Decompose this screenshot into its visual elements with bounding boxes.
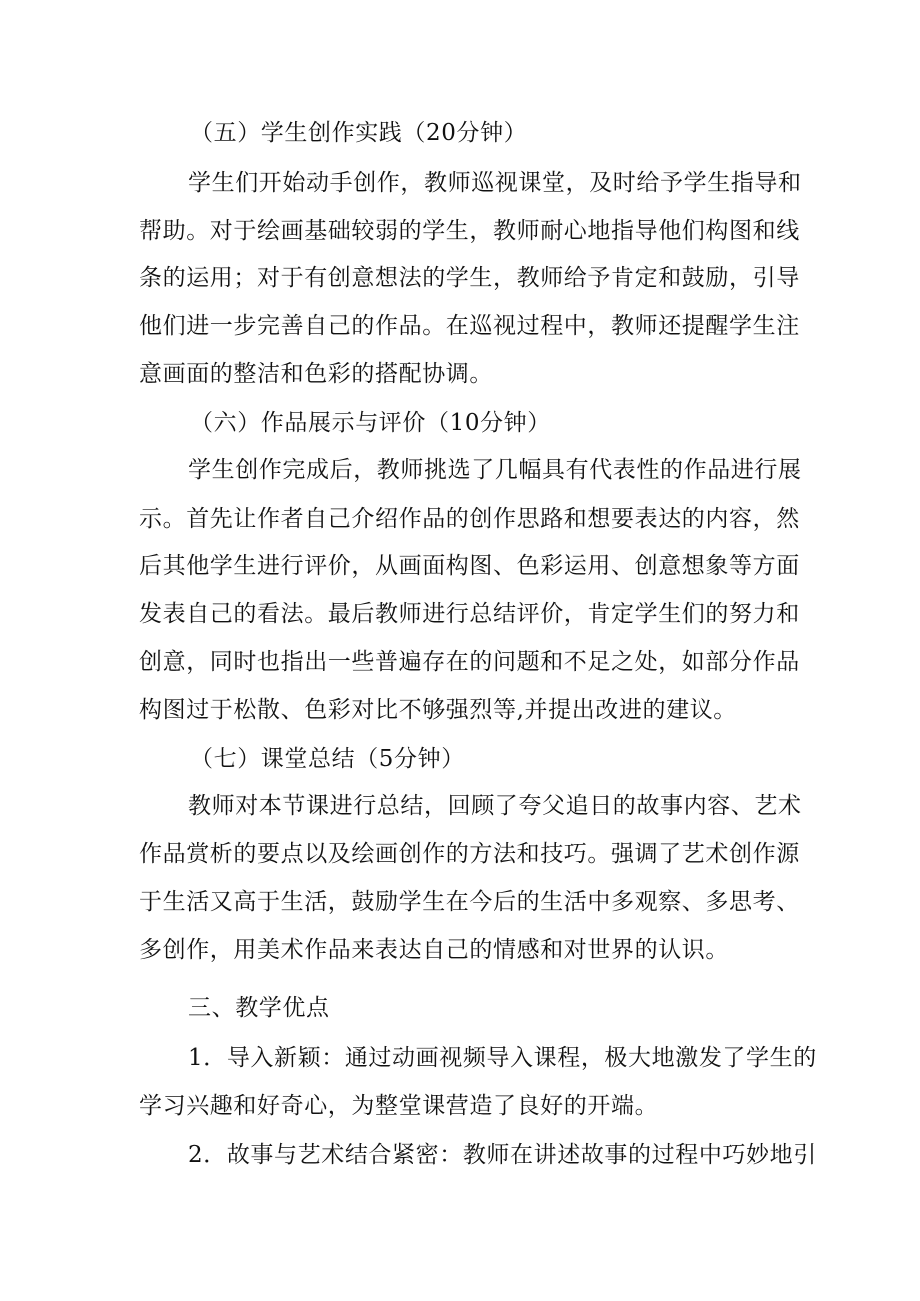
paragraph-line: 教师对本节课进行总结，回顾了夸父追日的故事内容、艺术 [188, 793, 802, 819]
paragraph-line: 构图过于松散、色彩对比不够强烈等,并提出改进的建议。 [139, 697, 737, 723]
paragraph-line: 示。首先让作者自己介绍作品的创作思路和想要表达的内容，然 [139, 506, 800, 532]
paragraph-line: 学生们开始动手创作，教师巡视课堂，及时给予学生指导和 [188, 170, 802, 196]
paragraph-line: 条的运用；对于有创意想法的学生，教师给予肯定和鼓励，引导 [139, 265, 800, 291]
list-item-1-line: 1．导入新颖：通过动画视频导入课程，极大地激发了学生的 [188, 1045, 817, 1071]
paragraph-line: 多创作，用美术作品来表达自己的情感和对世界的认识。 [139, 937, 729, 963]
paragraph-line: 学生创作完成后，教师挑选了几幅具有代表性的作品进行展 [188, 457, 802, 483]
part-heading-3: 三、教学优点 [188, 995, 330, 1021]
section-heading-5: （五）学生创作实践（20分钟） [190, 120, 528, 146]
paragraph-line: 帮助。对于绘画基础较弱的学生，教师耐心地指导他们构图和线 [139, 218, 800, 244]
paragraph-line: 作品赏析的要点以及绘画创作的方法和技巧。强调了艺术创作源 [139, 841, 800, 867]
paragraph-line: 创意，同时也指出一些普遍存在的问题和不足之处，如部分作品 [139, 649, 800, 675]
paragraph-line: 后其他学生进行评价，从画面构图、色彩运用、创意想象等方面 [139, 553, 800, 579]
paragraph-line: 于生活又高于生活，鼓励学生在今后的生活中多观察、多思考、 [139, 889, 800, 915]
section-heading-6: （六）作品展示与评价（10分钟） [190, 410, 551, 436]
paragraph-line: 他们进一步完善自己的作品。在巡视过程中，教师还提醒学生注 [139, 313, 800, 339]
section-heading-7: （七）课堂总结（5分钟） [190, 746, 465, 772]
list-item-1-line: 学习兴趣和好奇心，为整堂课营造了良好的开端。 [139, 1093, 659, 1119]
list-item-2-line: 2．故事与艺术结合紧密：教师在讲述故事的过程中巧妙地引 [188, 1142, 817, 1168]
paragraph-line: 发表自己的看法。最后教师进行总结评价，肯定学生们的努力和 [139, 601, 800, 627]
paragraph-line: 意画面的整洁和色彩的搭配协调。 [139, 361, 493, 387]
